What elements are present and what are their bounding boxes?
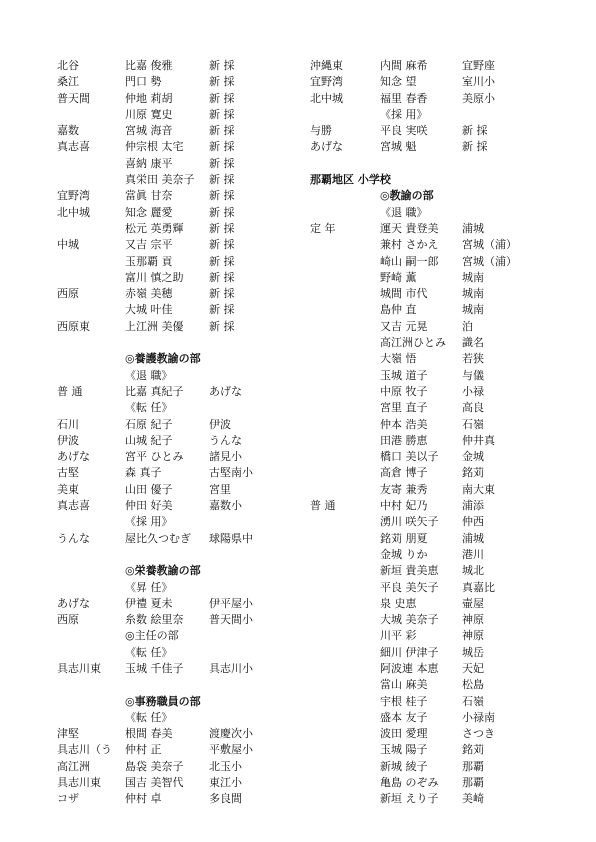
person-name: 玉城 道子 <box>380 368 428 382</box>
list-row <box>57 205 285 221</box>
list-row <box>57 237 285 253</box>
person-name: 知念 望 <box>380 75 417 89</box>
person-name: 金城 りか <box>380 547 428 561</box>
left-column <box>57 58 285 808</box>
list-row <box>310 694 558 710</box>
person-name: ◎養護教諭の部 <box>125 352 201 366</box>
destination: 仲井真 <box>462 433 495 447</box>
destination: 東江小 <box>209 776 242 790</box>
destination: 具志川小 <box>209 661 253 675</box>
destination: 小禄 <box>462 384 484 398</box>
destination: 壷屋 <box>462 596 484 610</box>
destination: 天妃 <box>462 661 484 675</box>
list-row <box>310 74 558 90</box>
school-name: 西原 <box>57 287 79 301</box>
person-name: 島袋 美奈子 <box>125 759 184 773</box>
list-row <box>310 237 558 253</box>
destination: 真嘉比 <box>462 580 495 594</box>
person-name: 銘苅 朋夏 <box>380 531 428 545</box>
person-name: ◎主任の部 <box>125 629 179 643</box>
destination: 港川 <box>462 547 484 561</box>
destination: 新 採 <box>209 59 235 72</box>
list-row <box>57 580 285 596</box>
school-name: 具志川東 <box>57 661 101 675</box>
school-name: 北中城 <box>57 205 90 219</box>
person-name: 中村 妃乃 <box>380 499 428 513</box>
destination: 多良間 <box>209 792 242 806</box>
person-name: 福里 春香 <box>380 91 428 105</box>
school-name: うんな <box>57 531 90 545</box>
destination: 城北 <box>462 564 484 578</box>
list-row <box>57 368 285 384</box>
list-row <box>57 645 285 661</box>
list-row <box>310 254 558 270</box>
list-row <box>310 628 558 644</box>
list-row <box>310 482 558 498</box>
list-row <box>310 368 558 384</box>
list-row <box>57 628 285 644</box>
school-name: 那覇地区 小学校 <box>310 173 391 187</box>
school-name: 具志川東 <box>57 776 101 790</box>
list-row <box>310 547 558 563</box>
destination: 平敷屋小 <box>209 743 253 757</box>
destination: 新 採 <box>209 140 235 154</box>
person-name: 松元 英勇輝 <box>125 221 184 235</box>
destination: 城南 <box>462 303 484 317</box>
destination: 新 採 <box>209 205 235 219</box>
person-name: 玉那覇 貢 <box>125 254 173 268</box>
list-row <box>310 563 558 579</box>
spacer <box>57 547 285 563</box>
person-name: 屋比久つむぎ <box>125 531 191 545</box>
person-name: 亀島 のぞみ <box>380 776 439 790</box>
destination: 銘苅 <box>462 466 484 480</box>
destination: 識名 <box>462 336 484 350</box>
right-column <box>310 58 558 808</box>
person-name: 《転 任》 <box>125 401 173 415</box>
school-name: 宜野湾 <box>310 75 343 89</box>
person-name: 富川 慎之助 <box>125 270 184 284</box>
list-row <box>310 791 558 807</box>
person-name: 仲本 浩美 <box>380 417 428 431</box>
destination: 嘉数小 <box>209 499 242 513</box>
school-name: 美東 <box>57 482 79 496</box>
person-name: 仲田 好美 <box>125 499 173 513</box>
person-name: 兼村 さかえ <box>380 238 439 252</box>
list-row <box>57 91 285 107</box>
list-row <box>310 335 558 351</box>
destination: 神原 <box>462 629 484 643</box>
list-row <box>310 351 558 367</box>
person-name: 泉 史恵 <box>380 596 417 610</box>
list-row <box>310 123 558 139</box>
list-row <box>310 596 558 612</box>
person-name: 玉城 千佳子 <box>125 661 184 675</box>
person-name: 運天 貴登美 <box>380 221 439 235</box>
school-name: 真志喜 <box>57 140 90 154</box>
destination: 若狭 <box>462 352 484 366</box>
list-row <box>57 726 285 742</box>
person-name: 山田 優子 <box>125 482 173 496</box>
list-row <box>310 417 558 433</box>
list-row <box>57 710 285 726</box>
list-row <box>310 580 558 596</box>
section-heading <box>57 694 285 710</box>
destination: 石嶺 <box>462 417 484 431</box>
list-row <box>57 742 285 758</box>
person-name: 平良 実咲 <box>380 124 428 138</box>
destination: 新 採 <box>209 270 235 284</box>
list-row <box>57 123 285 139</box>
destination: さつき <box>462 727 495 741</box>
person-name: 阿波連 本恵 <box>380 661 439 675</box>
person-name: 高倉 博子 <box>380 466 428 480</box>
person-name: 仲宗根 太宅 <box>125 140 184 154</box>
list-row <box>57 319 285 335</box>
list-row <box>310 433 558 449</box>
person-name: 赤嶺 美穂 <box>125 287 173 301</box>
list-row <box>310 400 558 416</box>
person-name: 《退 職》 <box>380 205 428 219</box>
destination: 金城 <box>462 450 484 464</box>
destination: 新 採 <box>209 238 235 252</box>
school-name: 嘉数 <box>57 124 79 138</box>
destination: 新 採 <box>209 254 235 268</box>
list-row <box>57 759 285 775</box>
person-name: 盛本 友子 <box>380 710 428 724</box>
destination: 新 採 <box>209 124 235 138</box>
school-name: 桑江 <box>57 75 79 89</box>
list-row <box>57 482 285 498</box>
list-row <box>57 791 285 807</box>
destination: 城岳 <box>462 645 484 659</box>
person-name: 国吉 美智代 <box>125 776 184 790</box>
destination: 浦添 <box>462 499 484 513</box>
school-name: 普天間 <box>57 91 90 105</box>
list-row <box>57 107 285 123</box>
destination: 宮城（浦） <box>462 238 517 252</box>
destination: 小禄南 <box>462 710 495 724</box>
list-row <box>57 449 285 465</box>
person-name: 宮平 ひとみ <box>125 450 184 464</box>
school-name: コザ <box>57 792 79 806</box>
list-row <box>57 514 285 530</box>
person-name: 新垣 えり子 <box>380 792 439 806</box>
destination: 新 採 <box>209 303 235 317</box>
destination: 新 採 <box>462 140 488 154</box>
section-heading <box>310 188 558 204</box>
destination: 石嶺 <box>462 694 484 708</box>
destination: 与儀 <box>462 368 484 382</box>
destination: 室川小 <box>462 75 495 89</box>
person-name: 仲村 正 <box>125 743 162 757</box>
destination: 城南 <box>462 270 484 284</box>
person-name: 島仲 直 <box>380 303 417 317</box>
destination: 新 採 <box>209 221 235 235</box>
person-name: 仲地 莉胡 <box>125 91 173 105</box>
list-row <box>57 270 285 286</box>
person-name: 高江洲ひとみ <box>380 336 446 350</box>
person-name: 森 真子 <box>125 466 162 480</box>
list-row <box>310 270 558 286</box>
list-row <box>310 91 558 107</box>
school-name: 古堅 <box>57 466 79 480</box>
list-row <box>57 221 285 237</box>
list-row <box>57 286 285 302</box>
person-name: 又吉 元晃 <box>380 319 428 333</box>
person-name: 當眞 甘奈 <box>125 189 173 203</box>
school-name: 普 通 <box>57 384 83 398</box>
destination: 那覇 <box>462 776 484 790</box>
destination: 松島 <box>462 678 484 692</box>
school-name: 石川 <box>57 417 79 431</box>
list-row <box>310 107 558 123</box>
person-name: ◎栄養教諭の部 <box>125 564 201 578</box>
list-row <box>57 58 285 74</box>
list-row <box>310 759 558 775</box>
destination: 美崎 <box>462 792 484 806</box>
destination: 南大東 <box>462 482 495 496</box>
destination: うんな <box>209 433 242 447</box>
person-name: ◎事務職員の部 <box>125 694 201 708</box>
person-name: 糸数 絵里奈 <box>125 613 184 627</box>
school-name: あげな <box>310 140 343 154</box>
person-name: 石原 紀子 <box>125 417 173 431</box>
person-name: 又吉 宗平 <box>125 238 173 252</box>
person-name: 根間 春美 <box>125 727 173 741</box>
destination: あげな <box>209 384 242 398</box>
person-name: 大嶺 悟 <box>380 352 417 366</box>
list-row <box>57 302 285 318</box>
destination: 新 採 <box>209 287 235 301</box>
person-name: 喜納 康平 <box>125 156 173 170</box>
person-name: 内間 麻希 <box>380 59 428 72</box>
destination: 新 採 <box>209 91 235 105</box>
school-name: 定 年 <box>310 221 336 235</box>
list-row <box>57 775 285 791</box>
school-name: あげな <box>57 450 90 464</box>
person-name: 宇根 桂子 <box>380 694 428 708</box>
list-row <box>310 677 558 693</box>
list-row <box>310 58 558 74</box>
destination: 仲西 <box>462 515 484 529</box>
list-row <box>310 139 558 155</box>
person-name: 川原 寛史 <box>125 107 173 121</box>
destination: 宮里 <box>209 482 231 496</box>
section-heading <box>57 351 285 367</box>
list-row <box>310 612 558 628</box>
destination: 新 採 <box>209 189 235 203</box>
list-row <box>310 384 558 400</box>
person-name: 崎山 嗣一郎 <box>380 254 439 268</box>
list-row <box>310 498 558 514</box>
list-row <box>310 302 558 318</box>
destination: 新 採 <box>209 156 235 170</box>
list-row <box>310 726 558 742</box>
destination: 高良 <box>462 401 484 415</box>
person-name: 當山 麻美 <box>380 678 428 692</box>
person-name: 《採 用》 <box>380 107 428 121</box>
list-row <box>310 645 558 661</box>
list-row <box>57 531 285 547</box>
person-name: 宮城 海音 <box>125 124 173 138</box>
section-heading <box>57 563 285 579</box>
list-row <box>310 465 558 481</box>
person-name: 波田 愛理 <box>380 727 428 741</box>
person-name: 比嘉 俊雅 <box>125 59 173 72</box>
list-row <box>57 254 285 270</box>
destination: 新 採 <box>209 75 235 89</box>
person-name: 知念 麗愛 <box>125 205 173 219</box>
destination: 浦城 <box>462 221 484 235</box>
list-row <box>310 221 558 237</box>
list-row <box>57 661 285 677</box>
destination: 宮城（浦） <box>462 254 517 268</box>
person-name: 中原 牧子 <box>380 384 428 398</box>
list-row <box>310 775 558 791</box>
list-row <box>57 465 285 481</box>
person-name: 《転 任》 <box>125 645 173 659</box>
destination: 渡慶次小 <box>209 727 253 741</box>
list-row <box>57 139 285 155</box>
person-name: 玉城 陽子 <box>380 743 428 757</box>
person-name: 新城 綾子 <box>380 759 428 773</box>
destination: 新 採 <box>462 124 488 138</box>
destination: 美原小 <box>462 91 495 105</box>
school-name: 伊波 <box>57 433 79 447</box>
list-row <box>57 433 285 449</box>
list-row <box>57 417 285 433</box>
school-name: 津堅 <box>57 727 79 741</box>
spacer <box>57 677 285 693</box>
list-row <box>310 531 558 547</box>
list-row <box>57 384 285 400</box>
list-row <box>57 188 285 204</box>
list-row <box>57 612 285 628</box>
person-name: 《昇 任》 <box>125 580 173 594</box>
destination: 諸見小 <box>209 450 242 464</box>
person-name: 平良 美矢子 <box>380 580 439 594</box>
spacer <box>310 156 558 172</box>
person-name: 上江洲 美優 <box>125 319 184 333</box>
person-name: 橋口 美以子 <box>380 450 439 464</box>
school-name: 与勝 <box>310 124 332 138</box>
list-row <box>57 74 285 90</box>
person-name: 大城 叶佳 <box>125 303 173 317</box>
person-name: 仲村 卓 <box>125 792 162 806</box>
school-name: 中城 <box>57 238 79 252</box>
person-name: 細川 伊津子 <box>380 645 439 659</box>
school-name: 宜野湾 <box>57 189 90 203</box>
destination: 北玉小 <box>209 759 242 773</box>
list-row <box>57 400 285 416</box>
list-row <box>57 172 285 188</box>
person-name: 伊禮 夏未 <box>125 596 173 610</box>
school-name: 西原東 <box>57 319 90 333</box>
list-row <box>310 661 558 677</box>
list-row <box>310 286 558 302</box>
destination: 新 採 <box>209 107 235 121</box>
destination: 古堅南小 <box>209 466 253 480</box>
destination: 新 採 <box>209 319 235 333</box>
list-row <box>310 449 558 465</box>
school-name: 沖縄東 <box>310 59 343 72</box>
destination: 宜野座 <box>462 59 495 72</box>
destination: 普天間小 <box>209 613 253 627</box>
school-name: 真志喜 <box>57 499 90 513</box>
person-name: 真栄田 美奈子 <box>125 173 195 187</box>
list-row <box>310 514 558 530</box>
destination: 城南 <box>462 287 484 301</box>
destination: 神原 <box>462 613 484 627</box>
list-row <box>310 742 558 758</box>
person-name: 門口 勢 <box>125 75 162 89</box>
school-name: 普 通 <box>310 499 336 513</box>
spacer <box>57 335 285 351</box>
list-row <box>57 498 285 514</box>
person-name: 城間 市代 <box>380 287 428 301</box>
school-name: 西原 <box>57 613 79 627</box>
person-name: 《転 任》 <box>125 710 173 724</box>
destination: 泊 <box>462 319 473 333</box>
person-name: 友寄 兼秀 <box>380 482 428 496</box>
list-row <box>310 710 558 726</box>
list-row <box>310 205 558 221</box>
list-row <box>57 596 285 612</box>
person-name: 湧川 咲矢子 <box>380 515 439 529</box>
person-name: 《退 職》 <box>125 368 173 382</box>
destination: 那覇 <box>462 759 484 773</box>
person-name: 野崎 薫 <box>380 270 417 284</box>
person-name: 大城 美奈子 <box>380 613 439 627</box>
destination: 伊波 <box>209 417 231 431</box>
school-name: 具志川（う <box>57 743 112 757</box>
person-name: ◎教諭の部 <box>380 189 434 203</box>
destination: 伊平屋小 <box>209 596 253 610</box>
person-name: 比嘉 真紀子 <box>125 384 184 398</box>
person-name: 新垣 貴美恵 <box>380 564 439 578</box>
person-name: 山城 紀子 <box>125 433 173 447</box>
school-name: 高江洲 <box>57 759 90 773</box>
person-name: 宮城 魁 <box>380 140 417 154</box>
person-name: 《採 用》 <box>125 515 173 529</box>
destination: 銘苅 <box>462 743 484 757</box>
destination: 新 採 <box>209 173 235 187</box>
section-heading <box>310 172 558 188</box>
destination: 球陽県中 <box>209 531 253 545</box>
person-name: 田港 勝恵 <box>380 433 428 447</box>
person-name: 川平 彩 <box>380 629 417 643</box>
school-name: 北谷 <box>57 59 79 72</box>
destination: 浦城 <box>462 531 484 545</box>
list-row <box>310 319 558 335</box>
school-name: 北中城 <box>310 91 343 105</box>
person-name: 宮里 直子 <box>380 401 428 415</box>
list-row <box>57 156 285 172</box>
school-name: あげな <box>57 596 90 610</box>
